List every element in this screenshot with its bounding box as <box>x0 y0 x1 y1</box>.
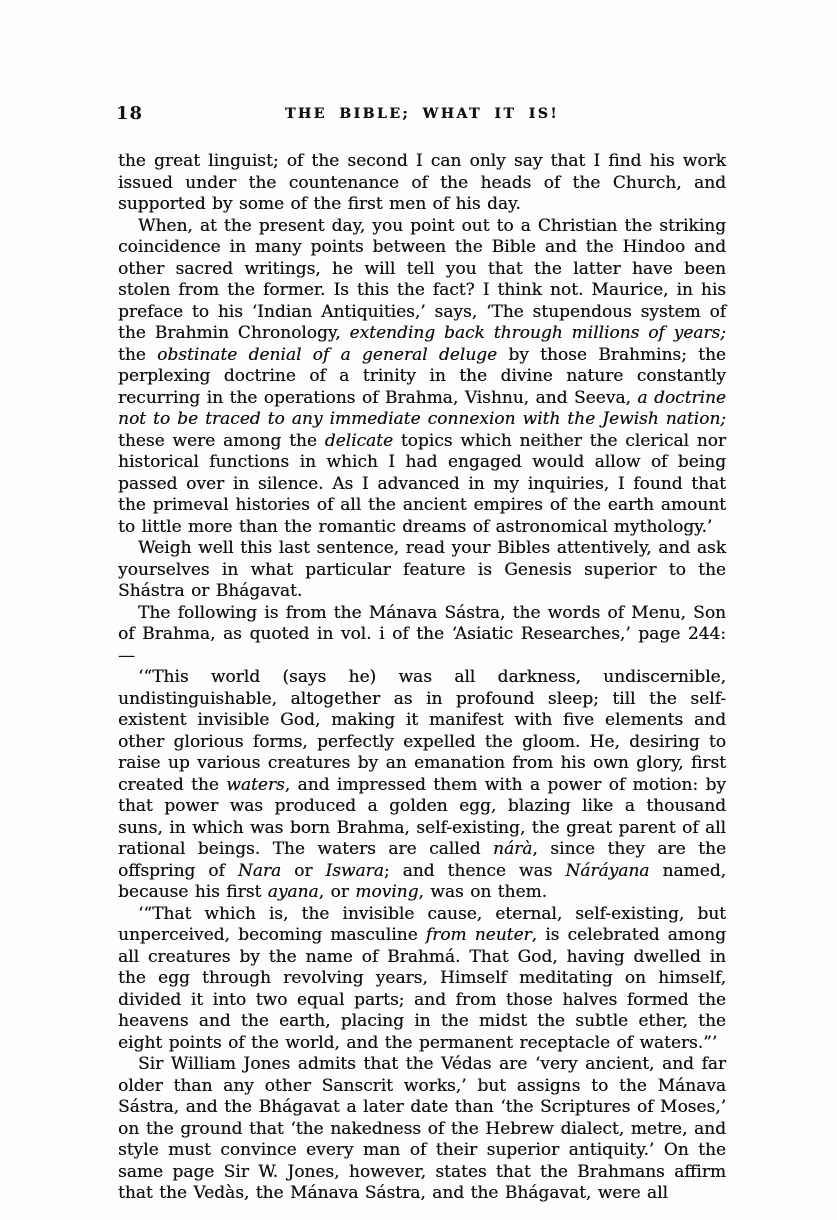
italic-text-run: obstinate denial of a general deluge <box>157 344 498 365</box>
paragraph <box>118 1054 726 1205</box>
text-run: the great linguist; of the second I can only say that I find his work issued under the countenance of the heads of the Church, and supported by some of the first men of his day. <box>118 151 726 214</box>
text-run: ‘“This world (says he) was all darkness, undiscernible, undistinguishable, altogether as in profound sleep; till the self-existent invisible God, making it manifest with five elements and other glorious forms, perfectly expelled the gloom. He, desiring to raise up various creatures by an emanation from his own glory, first created the <box>118 667 726 795</box>
text-run: , and impressed them with a power of motion: by that power was produced a golden egg, blazing like a thousand suns, in which was born Brahma, self-existing, the great parent of all rational beings. The waters are called <box>118 774 726 859</box>
text-run: , was on them. <box>418 882 548 902</box>
italic-text-run: waters <box>226 774 285 795</box>
page-number: 18 <box>116 103 144 124</box>
italic-text-run: ayana <box>267 882 319 902</box>
text-run: topics which neither the clerical nor historical functions in which I had engaged would allow of being passed over in silence. As I advanced in my inquiries, I found that the primeval histories of all the ancient empires of the earth amount to little more than the romantic dreams of astronomical mythology.’ <box>118 430 727 537</box>
text-run: the <box>118 344 158 365</box>
paragraph <box>118 667 726 904</box>
paragraph <box>118 603 726 668</box>
paragraph <box>118 538 726 603</box>
italic-text-run: Náráyana <box>565 860 650 881</box>
text-column <box>118 103 726 1205</box>
italic-text-run: a doctrine not to be traced to any immediate connexion with the Jewish nation; <box>118 387 726 429</box>
text-run: named, because his first <box>118 860 726 902</box>
text-run: ‘“That which is, the invisible cause, eternal, self-existing, but unperceived, becoming masculine <box>118 903 726 945</box>
italic-text-run: delicate <box>324 430 394 451</box>
italic-text-run: from neuter <box>425 925 532 945</box>
running-title: THE BIBLE; WHAT IT IS! <box>285 106 559 122</box>
italic-text-run: extending back through millions of years; <box>349 323 726 343</box>
italic-text-run: moving <box>355 882 419 902</box>
page-header <box>118 103 726 127</box>
body-text <box>118 151 726 1205</box>
paragraph <box>118 904 726 1055</box>
paragraph <box>118 216 726 539</box>
text-run: these were among the <box>118 430 325 451</box>
text-run: or <box>281 860 326 881</box>
text-run: , since they are the offspring of <box>118 839 726 881</box>
text-run: Weigh well this last sentence, read your Bibles attentively, and ask yourselves in what particular feature is Genesis superior to the Shástra or Bhágavat. <box>118 538 726 601</box>
text-run: , or <box>318 882 356 902</box>
paragraph <box>118 151 726 216</box>
text-run: Sir William Jones admits that the Védas are ‘very ancient, and far older than any other Sanscrit works,’ but assigns to the Mánava Sástra, and the Bhágavat a later date than ‘the Scriptures of Moses,’ on the ground that ‘the nakedness of the Hebrew dialect, metre, and style must convince every man of their superior antiquity.’ On the same page Sir W. Jones, however, states that the Brahmans affirm that the Vedàs, the Mánava Sástra, and the Bhágavat, were all <box>118 1054 726 1203</box>
italic-text-run: Nara <box>237 860 282 881</box>
text-run: When, at the present day, you point out to a Christian the striking coincidence in many points between the Bible and the Hindoo and other sacred writings, he will tell you that the latter have been stolen from the former. Is this the fact? I think not. Maurice, in his preface to his ‘Indian Antiquities,’ says, ‘The stupendous system of the Brahmin Chronology, <box>118 215 726 343</box>
italic-text-run: nárà <box>493 839 533 859</box>
text-run: , is celebrated among all creatures by the name of Brahmá. That God, having dwelled in the egg through revolving years, Himself meditating on himself, divided it into two equal parts; and from those halves formed the heavens and the earth, placing in the midst the subtle ether, the eight points of the world, and the permanent receptacle of waters.”’ <box>118 925 726 1053</box>
text-run: ; and thence was <box>383 860 566 881</box>
text-run: by those Brahmins; the perplexing doctrine of a trinity in the divine nature constantly recurring in the operations of Brahma, Vishnu, and Seeva, <box>118 344 726 408</box>
italic-text-run: Iswara <box>325 860 384 881</box>
text-run: The following is from the Mánava Sástra, the words of Menu, Son of Brahma, as quoted in vol. i of the ‘Asiatic Researches,’ page 244:— <box>118 602 726 666</box>
